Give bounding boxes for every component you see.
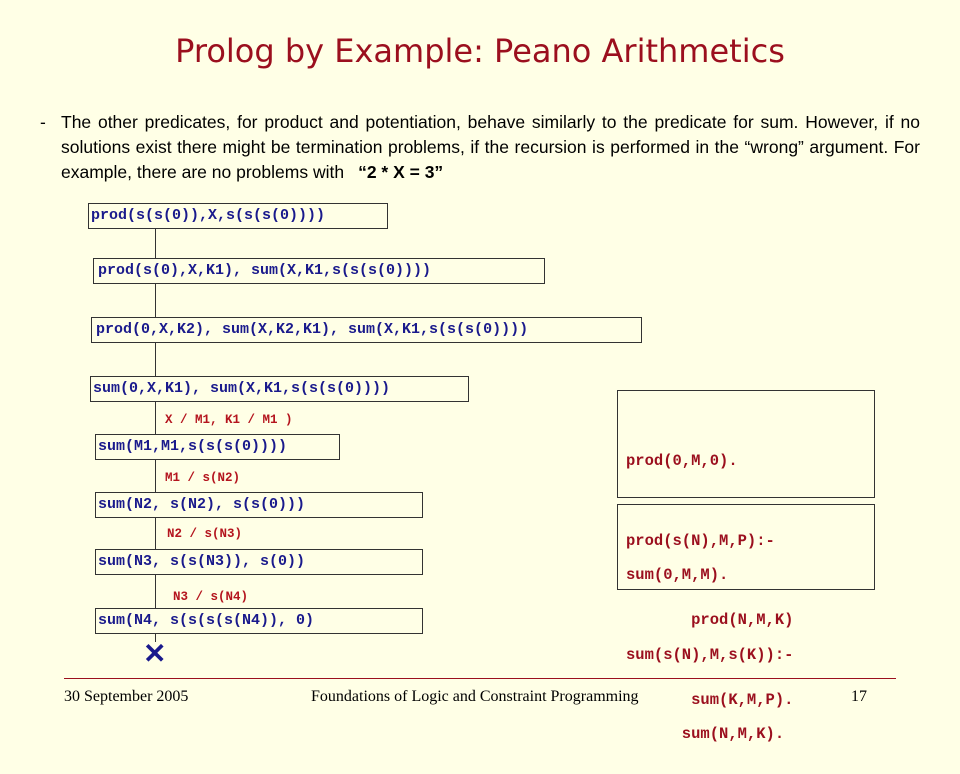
connector-line (155, 518, 156, 549)
prod-clause-line: prod(s(N),M,P):- (626, 531, 775, 550)
goal-box-2: prod(s(0),X,K1), sum(X,K1,s(s(s(0)))) (93, 258, 545, 284)
explanation-paragraph (40, 110, 920, 185)
paragraph-text: The other predicates, for product and potentiation, behave similarly to the predicate for sum. However, if no solutions exist there might be termination problems, if the recursion is performed in the “wrong” argument. For example, there are no problems with (61, 112, 920, 182)
highlight-expression: “2 * X = 3” (358, 162, 444, 182)
goal-box-4: sum(0,X,K1), sum(X,K1,s(s(s(0)))) (90, 376, 469, 402)
failure-cross-icon: ✕ (143, 638, 167, 669)
connector-line (155, 402, 156, 434)
sum-clause-line: sum(s(N),M,s(K)):- (626, 645, 794, 664)
footer-page-number: 17 (851, 688, 867, 705)
goal-box-3: prod(0,X,K2), sum(X,K2,K1), sum(X,K1,s(s(s(0)))) (91, 317, 642, 343)
connector-line (155, 284, 156, 317)
substitution-label-4: N3 / s(N4) (173, 590, 249, 604)
substitution-label-3: N2 / s(N3) (167, 527, 243, 541)
footer-course-title: Foundations of Logic and Constraint Programming (311, 688, 639, 705)
prod-clause-line: prod(N,M,K) (626, 611, 794, 629)
goal-box-8: sum(N4, s(s(s(s(N4)), 0) (95, 608, 423, 634)
paragraph-text-block (61, 110, 920, 185)
footer-date: 30 September 2005 (64, 688, 189, 705)
goal-box-5: sum(M1,M1,s(s(s(0)))) (95, 434, 340, 460)
bullet-marker: - (40, 112, 46, 132)
goal-box-1: prod(s(s(0)),X,s(s(s(0)))) (88, 203, 388, 229)
connector-line (155, 460, 156, 492)
goal-box-7: sum(N3, s(s(N3)), s(0)) (95, 549, 423, 575)
sum-clause-line: sum(0,M,M). (626, 566, 729, 584)
prod-clause-line: prod(0,M,0). (626, 452, 738, 470)
footer-divider (64, 678, 896, 679)
goal-box-6: sum(N2, s(N2), s(s(0))) (95, 492, 423, 518)
connector-line (155, 229, 156, 258)
connector-line (155, 343, 156, 376)
substitution-label-1: X / M1, K1 / M1 ) (165, 413, 293, 427)
prod-clause-line: sum(K,M,P). (626, 690, 794, 709)
connector-line (155, 575, 156, 608)
substitution-label-2: M1 / s(N2) (165, 471, 241, 485)
sum-clause-line: sum(N,M,K). (626, 725, 785, 743)
slide-title: Prolog by Example: Peano Arithmetics (175, 32, 785, 70)
